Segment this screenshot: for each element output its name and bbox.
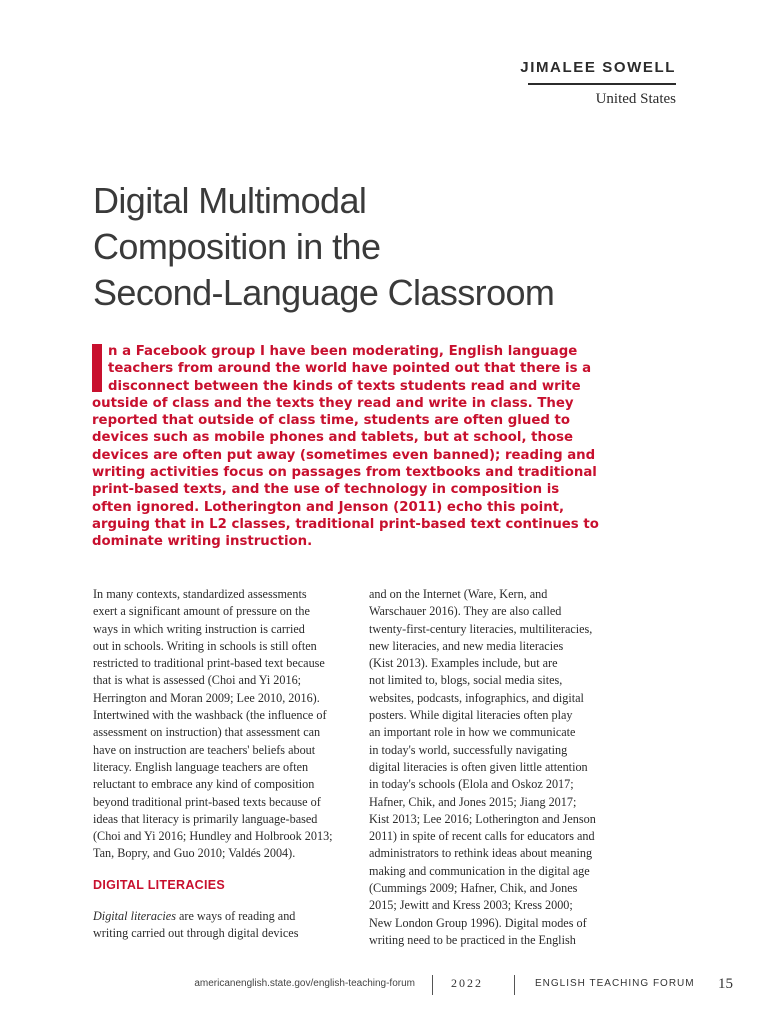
body-line: an important role in how we communicate bbox=[369, 725, 576, 740]
body-line: Kist 2013; Lee 2016; Lotherington and Jenson bbox=[369, 811, 596, 826]
body-text: writing carried out through digital devices bbox=[93, 926, 299, 941]
body-line: in today's schools (Elola and Oskoz 2017; bbox=[369, 777, 574, 792]
footer-year: 2022 bbox=[451, 976, 483, 990]
body-line: (Choi and Yi 2016; Hundley and Holbrook 2013; bbox=[93, 829, 333, 844]
author-location: United States bbox=[595, 90, 676, 107]
body-line: exert a significant amount of pressure on the bbox=[93, 604, 310, 619]
body-line: ways in which writing instruction is carried bbox=[93, 621, 305, 636]
footer-url-link[interactable]: americanenglish.state.gov/english-teaching-forum bbox=[194, 978, 415, 989]
body-line: writing need to be practiced in the English bbox=[369, 932, 576, 947]
body-line: not limited to, blogs, social media sites, bbox=[369, 673, 563, 688]
body-line: Tan, Bopry, and Guo 2010; Valdés 2004). bbox=[93, 846, 296, 861]
body-line: Intertwined with the washback (the influence of bbox=[93, 708, 327, 723]
intro-line: devices such as mobile phones and tablets, but at school, those bbox=[92, 430, 574, 446]
body-line: posters. While digital literacies often play bbox=[369, 708, 573, 723]
body-line: Herrington and Moran 2009; Lee 2010, 2016). bbox=[93, 690, 320, 705]
body-line: reluctant to embrace any kind of composition bbox=[93, 777, 315, 792]
intro-line: devices are often put away (sometimes even banned); reading and bbox=[92, 447, 596, 463]
right-column bbox=[369, 586, 631, 949]
title-line: Composition in the bbox=[93, 226, 381, 267]
title-line: Digital Multimodal bbox=[93, 180, 367, 221]
intro-line: reported that outside of class time, students are often glued to bbox=[92, 413, 570, 429]
body-line bbox=[93, 908, 355, 925]
intro-line: dominate writing instruction. bbox=[92, 534, 313, 550]
body-line: 2011) in spite of recent calls for educators and bbox=[369, 829, 595, 844]
page-number: 15 bbox=[718, 976, 733, 992]
intro-line: arguing that in L2 classes, traditional print-based text continues to bbox=[92, 516, 599, 532]
body-line: have on instruction are teachers' beliefs about bbox=[93, 742, 316, 757]
author-divider bbox=[528, 83, 676, 85]
body-line: (Cummings 2009; Hafner, Chik, and Jones bbox=[369, 881, 578, 896]
body-line: beyond traditional print-based texts because of bbox=[93, 794, 321, 809]
body-line: administrators to rethink ideas about meaning bbox=[369, 846, 593, 861]
body-line bbox=[93, 925, 355, 942]
body-line: in today's world, successfully navigating bbox=[369, 742, 568, 757]
page-footer bbox=[0, 975, 768, 999]
intro-line: n a Facebook group I have been moderating, English language bbox=[108, 344, 578, 359]
body-line: and on the Internet (Ware, Kern, and bbox=[369, 587, 548, 601]
section-heading: DIGITAL LITERACIES bbox=[93, 877, 226, 892]
body-text: are ways of reading and bbox=[175, 909, 296, 924]
intro-line: disconnect between the kinds of texts students read and write bbox=[108, 378, 581, 394]
intro-line: print-based texts, and the use of technology in composition is bbox=[92, 482, 560, 498]
body-line: literacy. English language teachers are often bbox=[93, 759, 309, 774]
author-block bbox=[520, 59, 676, 108]
body-line: New London Group 1996). Digital modes of bbox=[369, 915, 587, 930]
intro-line: often ignored. Lotherington and Jenson (2011) echo this point, bbox=[92, 499, 565, 515]
body-line: 2015; Jewitt and Kress 2003; Kress 2000; bbox=[369, 898, 573, 913]
body-line: restricted to traditional print-based text because bbox=[93, 656, 325, 671]
footer-divider bbox=[432, 975, 433, 995]
body-line: ideas that literacy is primarily language-based bbox=[93, 811, 318, 826]
body-line: websites, podcasts, infographics, and digital bbox=[369, 690, 584, 705]
body-line: Hafner, Chik, and Jones 2015; Jiang 2017; bbox=[369, 794, 577, 809]
body-line: (Kist 2013). Examples include, but are bbox=[369, 656, 558, 671]
body-line: out in schools. Writing in schools is still often bbox=[93, 638, 317, 653]
left-column bbox=[93, 586, 355, 943]
body-line: making and communication in the digital age bbox=[369, 863, 590, 878]
body-line: In many contexts, standardized assessments bbox=[93, 587, 307, 601]
body-line: assessment on instruction) that assessment can bbox=[93, 725, 321, 740]
intro-paragraph bbox=[92, 343, 632, 551]
article-title bbox=[93, 178, 693, 316]
intro-line: writing activities focus on passages from textbooks and traditional bbox=[92, 465, 597, 481]
body-line: Warschauer 2016). They are also called bbox=[369, 604, 562, 619]
body-line: digital literacies is often given little attention bbox=[369, 759, 588, 774]
author-name: JIMALEE SOWELL bbox=[520, 59, 676, 76]
term-emphasis: Digital literacies bbox=[93, 909, 176, 924]
body-line: twenty-first-century literacies, multiliteracies, bbox=[369, 621, 593, 636]
body-line: new literacies, and new media literacies bbox=[369, 638, 564, 653]
intro-line: teachers from around the world have pointed out that there is a bbox=[108, 361, 592, 377]
title-line: Second-Language Classroom bbox=[93, 272, 555, 313]
footer-publication: ENGLISH TEACHING FORUM bbox=[535, 978, 695, 989]
intro-line: outside of class and the texts they read and write in class. They bbox=[92, 395, 574, 411]
footer-divider bbox=[514, 975, 515, 995]
body-line: that is what is assessed (Choi and Yi 2016; bbox=[93, 673, 302, 688]
